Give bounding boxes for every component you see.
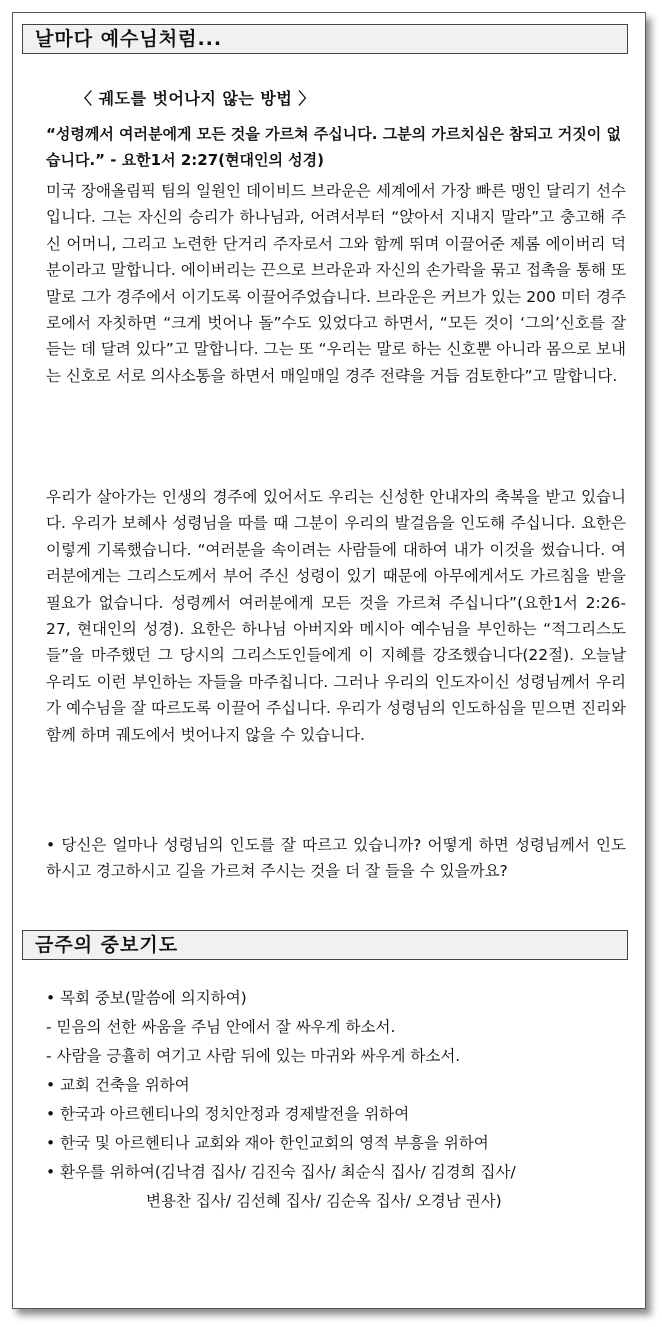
prayer-item: • 한국과 아르헨티나의 정치안정과 경제발전을 위하여 bbox=[46, 1105, 410, 1123]
prayer-item: • 환우를 위하여(김낙겸 집사/ 김진숙 집사/ 최순식 집사/ 김경희 집사/ bbox=[46, 1163, 516, 1181]
devotional-subtitle: 〈 궤도를 벗어나지 않는 방법 〉 bbox=[76, 89, 315, 108]
prayer-item: • 목회 중보(말씀에 의지하여) bbox=[46, 989, 247, 1007]
body-paragraph-1: 미국 장애올림픽 팀의 일원인 데이비드 브라운은 세계에서 가장 빠른 맹인 달리기 선수입니다. 그는 자신의 승리가 하나님과, 어려서부터 “앉아서 지내지 말라”고 충고해 주신 어머니, 그리고 노련한 단거리 주자로서 그와 함께 뛰며 이끌어준 제롬 에이버리 덕분이라고 말합니다. 에이버리는 끈으로 브라운과 자신의 손가락을 묶고 접촉을 통해 또 말로 그가 경주에서 이기도록 이끌어주었습니다. 브라운은 커브가 있는 200 미터 경주로에서 자칫하면 “크게 벗어나 돌”수도 있었다고 하면서, “모든 것이 ‘그의’신호를 잘 듣는 데 달려 있다”고 말합니다. 그는 또 “우리는 말로 하는 신호뿐 아니라 몸으로 보내는 신호로 서로 의사소통을 하면서 매일매일 경주 전략을 거듭 검토한다”고 말합니다. bbox=[46, 182, 626, 385]
prayer-item: • 교회 건축을 위하여 bbox=[46, 1076, 190, 1094]
prayer-subitem: - 믿음의 선한 싸움을 주님 안에서 잘 싸우게 하소서. bbox=[46, 1018, 396, 1036]
prayer-item: • 한국 및 아르헨티나 교회와 재아 한인교회의 영적 부흥을 위하여 bbox=[46, 1134, 489, 1152]
body-paragraph-2: 우리가 살아가는 인생의 경주에 있어서도 우리는 신성한 안내자의 축복을 받고 있습니다. 우리가 보혜사 성령님을 따를 때 그분이 우리의 발걸음을 인도해 주십니다. 요한은 이렇게 기록했습니다. “여러분을 속이려는 사람들에 대하여 내가 이것을 썼습니다. 여러분에게는 그리스도께서 부어 주신 성령이 있기 때문에 아무에게서도 가르침을 받을 필요가 없습니다. 성령께서 여러분에게 모든 것을 가르쳐 주십니다”(요한1서 2:26-27, 현대인의 성경). 요한은 하나님 아버지와 메시아 예수님을 부인하는 “적그리스도들”을 마주했던 그 당시의 그리스도인들에게 이 지혜를 강조했습니다(22절). 오늘날 우리도 이런 부인하는 자들을 마주칩니다. 그러나 우리의 인도자이신 성령님께서 우리가 예수님을 잘 따르도록 이끌어 주십니다. 우리가 성령님의 인도하심을 믿으면 진리와 함께 하며 궤도에서 벗어나지 않을 수 있습니다. bbox=[46, 488, 626, 744]
scripture-verse: “성령께서 여러분에게 모든 것을 가르쳐 주십니다. 그분의 가르치심은 참되고 거짓이 없습니다.” - 요한1서 2:27(현대인의 성경) bbox=[46, 125, 621, 169]
prayer-item-continuation: 변용찬 집사/ 김선혜 집사/ 김순옥 집사/ 오경남 권사) bbox=[146, 1192, 502, 1210]
prayer-section-title: 금주의 중보기도 bbox=[22, 930, 628, 960]
devotional-title: 날마다 예수님처럼... bbox=[22, 24, 628, 54]
reflection-question: • 당신은 얼마나 성령님의 인도를 잘 따르고 있습니까? 어떻게 하면 성령님께서 인도하시고 경고하시고 길을 가르쳐 주시는 것을 더 잘 들을 수 있을까요? bbox=[46, 836, 626, 881]
prayer-list bbox=[46, 984, 626, 1216]
prayer-subitem: - 사람을 긍휼히 여기고 사람 뒤에 있는 마귀와 싸우게 하소서. bbox=[46, 1047, 461, 1065]
